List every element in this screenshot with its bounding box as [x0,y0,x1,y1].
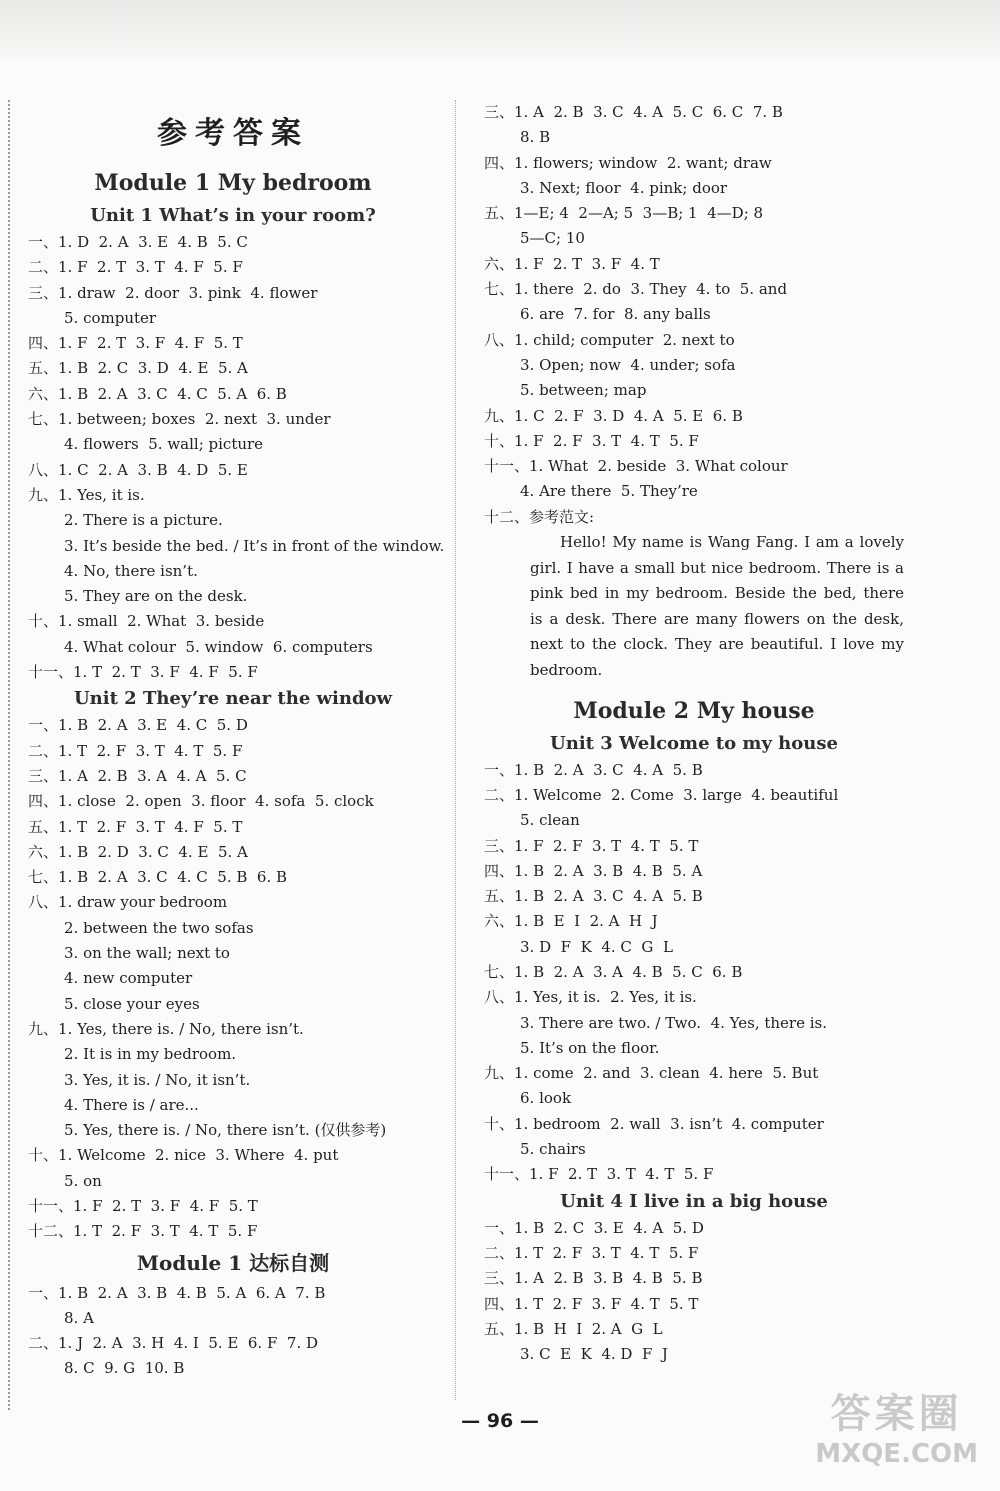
unit-2-answers [28,713,438,1244]
binding-edge [8,100,16,1410]
answer-line: 十、1. small 2. What 3. beside [28,612,265,631]
module-1-test-answers [28,1281,438,1382]
answer-line: 一、1. B 2. C 3. E 4. A 5. D [484,1218,704,1237]
module-1-heading: Module 1 My bedroom [94,170,372,196]
answer-line: 十、1. bedroom 2. wall 3. isn’t 4. computer [484,1114,824,1133]
answer-line: 十一、1. F 2. T 3. F 4. F 5. T [28,1196,258,1215]
answer-line: 十一、1. What 2. beside 3. What colour [484,457,788,476]
answer-line: 一、1. B 2. A 3. B 4. B 5. A 6. A 7. B [28,1283,326,1302]
answer-line: 3. Yes, it is. / No, it isn’t. [64,1070,251,1089]
answer-line: 5. Yes, there is. / No, there isn’t. (仅供参考) [64,1121,387,1140]
answer-line: 二、1. J 2. A 3. H 4. I 5. E 6. F 7. D [28,1334,319,1353]
unit-4-answers [484,1216,904,1368]
answer-line: 六、1. B E I 2. A H J [484,912,658,931]
module-1-test-answers-cont [484,100,904,530]
watermark-logo [815,1382,978,1469]
answer-line: 4. No, there isn’t. [64,561,198,580]
answer-line: 四、1. B 2. A 3. B 4. B 5. A [484,861,703,880]
answer-line: 十一、1. F 2. T 3. T 4. T 5. F [484,1165,714,1184]
unit-3-heading: Unit 3 Welcome to my house [550,732,838,754]
answer-line: 5. on [64,1171,102,1190]
answer-line: 8. B [520,128,551,147]
answer-line: 九、1. C 2. F 3. D 4. A 5. E 6. B [484,406,743,425]
answer-line: 八、1. child; computer 2. next to [484,330,735,349]
answer-line: 二、1. Welcome 2. Come 3. large 4. beautiful [484,785,839,804]
answer-line: 二、1. F 2. T 3. T 4. F 5. F [28,258,243,277]
answer-line: 三、1. A 2. B 3. A 4. A 5. C [28,766,247,785]
answer-line: 四、1. T 2. F 3. F 4. T 5. T [484,1294,699,1313]
scan-top-strip [0,0,1000,60]
page-title: 参考答案 [157,116,309,151]
answer-line: 五、1. T 2. F 3. T 4. F 5. T [28,817,243,836]
answer-line: 3. C E K 4. D F J [520,1345,668,1364]
answer-line: 4. What colour 5. window 6. computers [64,637,373,656]
answer-line: 四、1. close 2. open 3. floor 4. sofa 5. clock [28,792,374,811]
answer-line: 8. C 9. G 10. B [64,1359,185,1378]
answer-line: 3. It’s beside the bed. / It’s in front of the window. [64,536,445,555]
answer-line: 5—C; 10 [520,229,585,248]
answer-line: 6. are 7. for 8. any balls [520,305,711,324]
answer-line: 六、1. B 2. A 3. C 4. C 5. A 6. B [28,384,287,403]
answer-line: 十二、参考范文: [484,507,595,526]
answer-line: 七、1. B 2. A 3. A 4. B 5. C 6. B [484,962,743,981]
watermark-site: MXQE.COM [815,1439,978,1469]
unit-1-answers [28,230,445,685]
answer-line: 5. computer [64,308,157,327]
answer-line: 一、1. B 2. A 3. E 4. C 5. D [28,716,248,735]
answer-line: 十一、1. T 2. T 3. F 4. F 5. F [28,663,258,682]
answer-line: 3. Open; now 4. under; sofa [520,355,736,374]
page-number: — 96 — [461,1410,539,1432]
answer-line: 二、1. T 2. F 3. T 4. T 5. F [484,1243,699,1262]
answer-line: 八、1. Yes, it is. 2. Yes, it is. [484,988,697,1007]
answer-line: 4. flowers 5. wall; picture [64,435,264,454]
answer-line: 5. between; map [520,381,647,400]
answer-line: 二、1. T 2. F 3. T 4. T 5. F [28,741,243,760]
answer-line: 六、1. B 2. D 3. C 4. E 5. A [28,842,248,861]
answer-line: 七、1. between; boxes 2. next 3. under [28,410,331,429]
answer-line: 三、1. draw 2. door 3. pink 4. flower [28,283,318,302]
answer-line: 3. on the wall; next to [64,944,230,963]
answer-line: 九、1. Yes, it is. [28,485,145,504]
answer-line: 九、1. Yes, there is. / No, there isn’t. [28,1019,304,1038]
module-1-test-heading: Module 1 达标自测 [136,1250,330,1275]
column-divider [455,100,456,1400]
watermark-logo-text: 答案圈 [830,1391,963,1437]
answer-line: 3. There are two. / Two. 4. Yes, there is. [520,1013,828,1032]
answer-line: 五、1. B H I 2. A G L [484,1319,663,1338]
answer-line: 四、1. flowers; window 2. want; draw [484,153,772,172]
answer-line: 三、1. F 2. F 3. T 4. T 5. T [484,836,699,855]
answer-line: 3. Next; floor 4. pink; door [520,178,728,197]
left-column [28,100,445,1382]
answer-line: 六、1. F 2. T 3. F 4. T [484,254,660,273]
answer-line: 4. There is / are... [64,1095,199,1114]
answer-line: 十二、1. T 2. F 3. T 4. T 5. F [28,1222,258,1241]
answer-line: 五、1. B 2. A 3. C 4. A 5. B [484,887,703,906]
answer-line: 4. new computer [64,969,193,988]
sample-essay: Hello! My name is Wang Fang. I am a lovely girl. I have a small but nice bedroom. There is a pink bed in my bedroom. Beside the bed, there is a desk. There are many flowers on the desk, next to the clock. They are beautiful. I love my bedroom. [530,533,904,680]
right-column [484,100,904,1367]
unit-1-heading: Unit 1 What’s in your room? [90,205,376,226]
answer-line: 2. between the two sofas [64,918,254,937]
answer-line: 4. Are there 5. They’re [520,482,698,501]
answer-line: 2. There is a picture. [64,511,223,530]
unit-2-heading: Unit 2 They’re near the window [73,688,393,710]
answer-line: 八、1. draw your bedroom [28,893,228,912]
answer-line: 七、1. there 2. do 3. They 4. to 5. and [484,280,788,299]
answer-line: 5. close your eyes [64,994,200,1013]
answer-line: 八、1. C 2. A 3. B 4. D 5. E [28,460,248,479]
answer-line: 四、1. F 2. T 3. F 4. F 5. T [28,334,243,353]
unit-4-heading: Unit 4 I live in a big house [560,1190,828,1212]
answer-line: 5. clean [520,811,580,830]
answer-line: 九、1. come 2. and 3. clean 4. here 5. But [484,1064,819,1083]
answer-line: 三、1. A 2. B 3. B 4. B 5. B [484,1269,703,1288]
answer-line: 5. It’s on the floor. [520,1038,660,1057]
answer-line: 一、1. B 2. A 3. C 4. A 5. B [484,760,703,779]
answer-line: 2. It is in my bedroom. [64,1045,237,1064]
answer-line: 五、1. B 2. C 3. D 4. E 5. A [28,359,248,378]
answer-line: 七、1. B 2. A 3. C 4. C 5. B 6. B [28,868,288,887]
unit-3-answers [484,758,904,1188]
answer-line: 一、1. D 2. A 3. E 4. B 5. C [28,233,248,251]
answer-line: 6. look [520,1089,572,1108]
answer-line: 三、1. A 2. B 3. C 4. A 5. C 6. C 7. B [484,103,783,121]
answer-line: 十、1. F 2. F 3. T 4. T 5. F [484,431,699,450]
answer-line: 8. A [64,1308,94,1327]
answer-line: 五、1—E; 4 2—A; 5 3—B; 1 4—D; 8 [484,204,764,223]
answer-line: 5. chairs [520,1140,586,1159]
answer-line: 十、1. Welcome 2. nice 3. Where 4. put [28,1146,339,1165]
module-2-heading: Module 2 My house [573,697,815,724]
answer-line: 3. D F K 4. C G L [520,937,673,956]
answer-line: 5. They are on the desk. [64,587,248,606]
